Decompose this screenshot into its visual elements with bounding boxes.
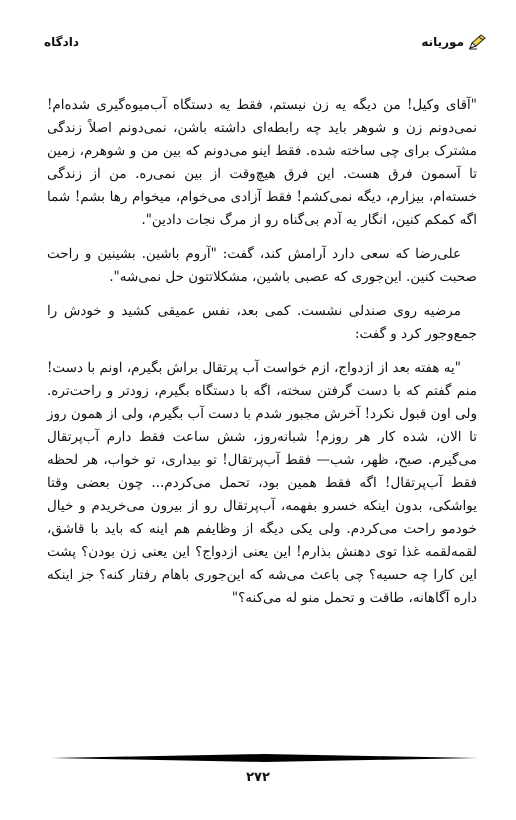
page-number: ۲۷۲ bbox=[246, 770, 270, 785]
chapter-title: دادگاه bbox=[44, 35, 79, 49]
header-book-title-group bbox=[421, 34, 486, 50]
paragraph-1: "آقای وکیل! من دیگه یه زن نیستم، فقط یه دستگاه آب‌میوه‌گیری شده‌ام! نمی‌دونم زن و شوهر باید چه رابطه‌ای داشته باشن، نمی‌دونم اصلاً زندگی مشترک برای چی ساخته شده. فقط اینو می‌دونم که بین من و شوهرم، زمین تا آسمون فرق هست. این فرق هیچ‌وقت از بین نمی‌ره. من از زندگی خسته‌ام، بیزارم، دیگه نمی‌کشم! فقط آزادی می‌خوام، میخوام رها بشم! شما اگه کمکم کنین، انگار یه آدم بی‌گناه رو از مرگ نجات دادین". bbox=[47, 97, 477, 228]
pencil-icon bbox=[468, 34, 486, 50]
footer-divider bbox=[51, 753, 478, 763]
paragraph-2: علی‌رضا که سعی دارد آرامش کند، گفت: "آروم باشین. بشینین و راحت صحبت کنین. این‌جوری که عصبی باشین، مشکلاتتون حل نمی‌شه". bbox=[47, 246, 477, 285]
paragraph-3: مرضیه روی صندلی نشست. کمی بعد، نفس عمیقی کشید و خودش را جمع‌وجور کرد و گفت: bbox=[47, 303, 477, 342]
body-text bbox=[47, 94, 477, 621]
book-title: موریانه bbox=[421, 35, 464, 49]
running-header bbox=[44, 30, 486, 54]
paragraph-4: "یه هفته بعد از ازدواج، ازم خواست آب پرتقال براش بگیرم، اونم با دست! منم گفتم که با دست گرفتن سخته، اگه با دستگاه بگیرم، زودتر و راحت‌تره. ولی اون قبول نکرد! آخرش مجبور شدم با دست آب بگیرم، ولی از همون روز تا الان، شده کار هر روزم! شبانه‌روز، شش ساعت فقط دارم آب‌پرتقال می‌گیرم. صبح، ظهر، شب— فقط آب‌پرتقال! تو بیداری، تو خواب، هر لحظه فقط آب‌پرتقال! اگه فقط همین بود، تحمل می‌کردم... چون بعضی وقتا یواشکی، بدون اینکه خسرو بفهمه، آب‌پرتقال رو از بیرون می‌خریدم و خیال خودمو راحت می‌کردم. ولی یکی دیگه از وظایفم هم اینه که باید با قاشق، لقمه‌لقمه غذا توی دهنش بذارم! این یعنی ازدواج؟ این یعنی زن بودن؟ پشت این کارا چه حسیه؟ چی باعث می‌شه که این‌جوری باهام رفتار کنه؟ جز اینکه داره آگاهانه، طاقت و تحمل منو له می‌کنه؟" bbox=[47, 360, 477, 606]
